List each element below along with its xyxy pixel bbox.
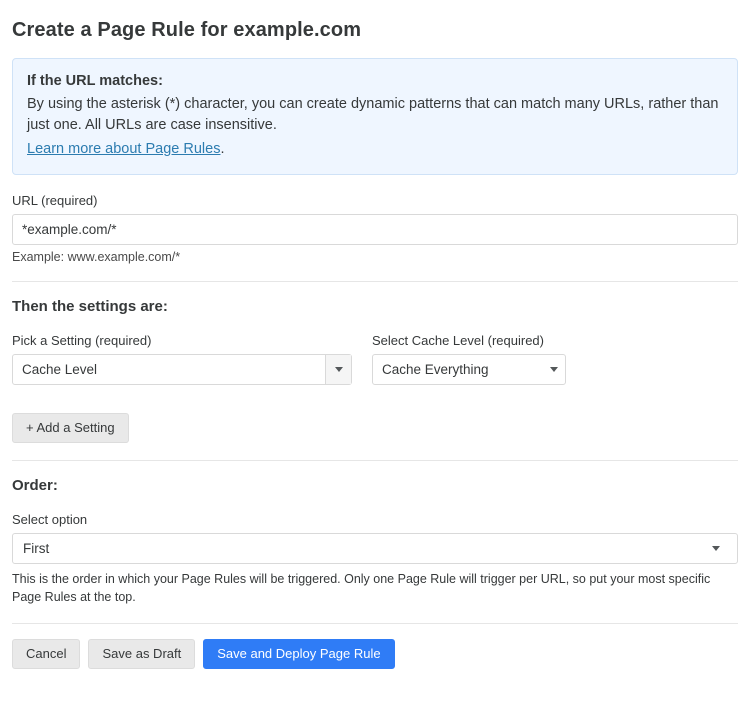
add-setting-button[interactable]: + Add a Setting xyxy=(12,413,129,443)
save-as-draft-button[interactable]: Save as Draft xyxy=(88,639,195,669)
chevron-down-icon[interactable] xyxy=(705,534,727,563)
callout-body: By using the asterisk (*) character, you can create dynamic patterns that can match many URLs, rather than just one. All URLs are case insensitive. xyxy=(27,96,719,134)
url-field-label: URL (required) xyxy=(12,193,98,209)
order-select[interactable] xyxy=(12,533,738,564)
callout-link-line xyxy=(27,139,723,160)
page-rule-form xyxy=(0,10,750,701)
divider-settings xyxy=(12,281,738,282)
chevron-down-icon[interactable] xyxy=(543,355,565,384)
divider-footer xyxy=(12,623,738,624)
pick-setting-select-shell xyxy=(12,354,352,385)
order-section-title: Order: xyxy=(12,477,58,495)
url-input[interactable] xyxy=(12,214,738,245)
pick-setting-column xyxy=(12,315,372,385)
cache-level-select-shell xyxy=(372,354,566,385)
cache-level-column xyxy=(372,315,622,385)
save-and-deploy-button[interactable]: Save and Deploy Page Rule xyxy=(203,639,394,669)
order-select-label: Select option xyxy=(12,512,88,528)
settings-row xyxy=(12,315,738,385)
divider-order xyxy=(12,460,738,461)
pick-setting-select[interactable] xyxy=(12,354,352,385)
pick-setting-label: Pick a Setting (required) xyxy=(12,333,152,349)
pick-setting-value: Cache Level xyxy=(22,362,98,378)
settings-section-title: Then the settings are: xyxy=(12,298,168,316)
order-select-value: First xyxy=(23,541,50,557)
page-title: Create a Page Rule for example.com xyxy=(12,19,362,41)
cache-level-value: Cache Everything xyxy=(382,362,489,378)
chevron-down-icon[interactable] xyxy=(325,355,351,384)
callout-title: If the URL matches: xyxy=(27,73,163,89)
cancel-button[interactable]: Cancel xyxy=(12,639,80,669)
learn-more-page-rules-link[interactable]: Learn more about Page Rules xyxy=(27,141,221,158)
cache-level-select[interactable] xyxy=(372,354,566,385)
order-note: This is the order in which your Page Rules will be triggered. Only one Page Rule will trigger per URL, so put your most specific Page Rules at the top. xyxy=(12,572,711,605)
url-match-callout xyxy=(12,58,738,175)
cache-level-label: Select Cache Level (required) xyxy=(372,333,544,349)
url-example-hint: Example: www.example.com/* xyxy=(12,250,181,265)
add-setting-wrap xyxy=(12,413,738,443)
callout-link-period: . xyxy=(220,141,225,158)
footer-actions xyxy=(12,639,738,669)
